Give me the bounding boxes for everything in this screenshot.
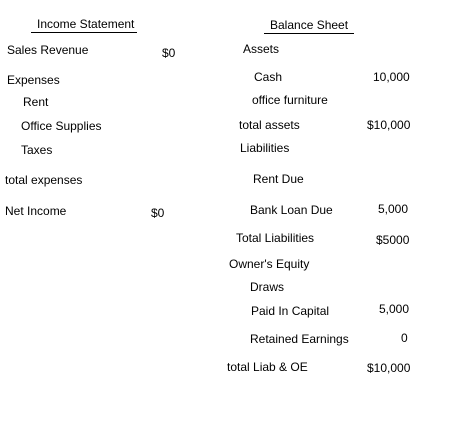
total-liabilities-label: Total Liabilities [236,231,315,245]
bank-loan-due-value: 5,000 [378,202,409,216]
owners-equity-label: Owner's Equity [229,257,310,271]
total-liab-oe-label: total Liab & OE [227,360,308,374]
cash-value: 10,000 [373,70,410,84]
net-income-label: Net Income [5,204,67,218]
paid-in-capital-label: Paid In Capital [251,304,330,318]
retained-earnings-label: Retained Earnings [250,332,349,346]
net-income-value: $0 [151,206,165,220]
total-expenses-label: total expenses [5,173,83,187]
office-furniture-label: office furniture [252,93,328,107]
draws-label: Draws [250,280,285,294]
total-liabilities-value: $5000 [376,233,410,247]
liabilities-label: Liabilities [240,141,290,155]
bank-loan-due-label: Bank Loan Due [250,203,333,217]
sales-revenue-label: Sales Revenue [7,43,89,57]
cash-label: Cash [254,70,283,84]
rent-label: Rent [23,95,49,109]
sales-revenue-value: $0 [162,46,176,60]
total-assets-label: total assets [239,118,300,132]
balance-sheet-title: Balance Sheet [264,18,354,34]
assets-label: Assets [243,42,280,56]
office-supplies-label: Office Supplies [21,119,102,133]
taxes-label: Taxes [21,143,53,157]
income-statement-title: Income Statement [31,17,137,33]
total-assets-value: $10,000 [367,118,411,132]
expenses-label: Expenses [7,73,60,87]
paid-in-capital-value: 5,000 [379,302,410,316]
retained-earnings-value: 0 [401,331,408,345]
rent-due-label: Rent Due [253,172,304,186]
total-liab-oe-value: $10,000 [367,361,411,375]
